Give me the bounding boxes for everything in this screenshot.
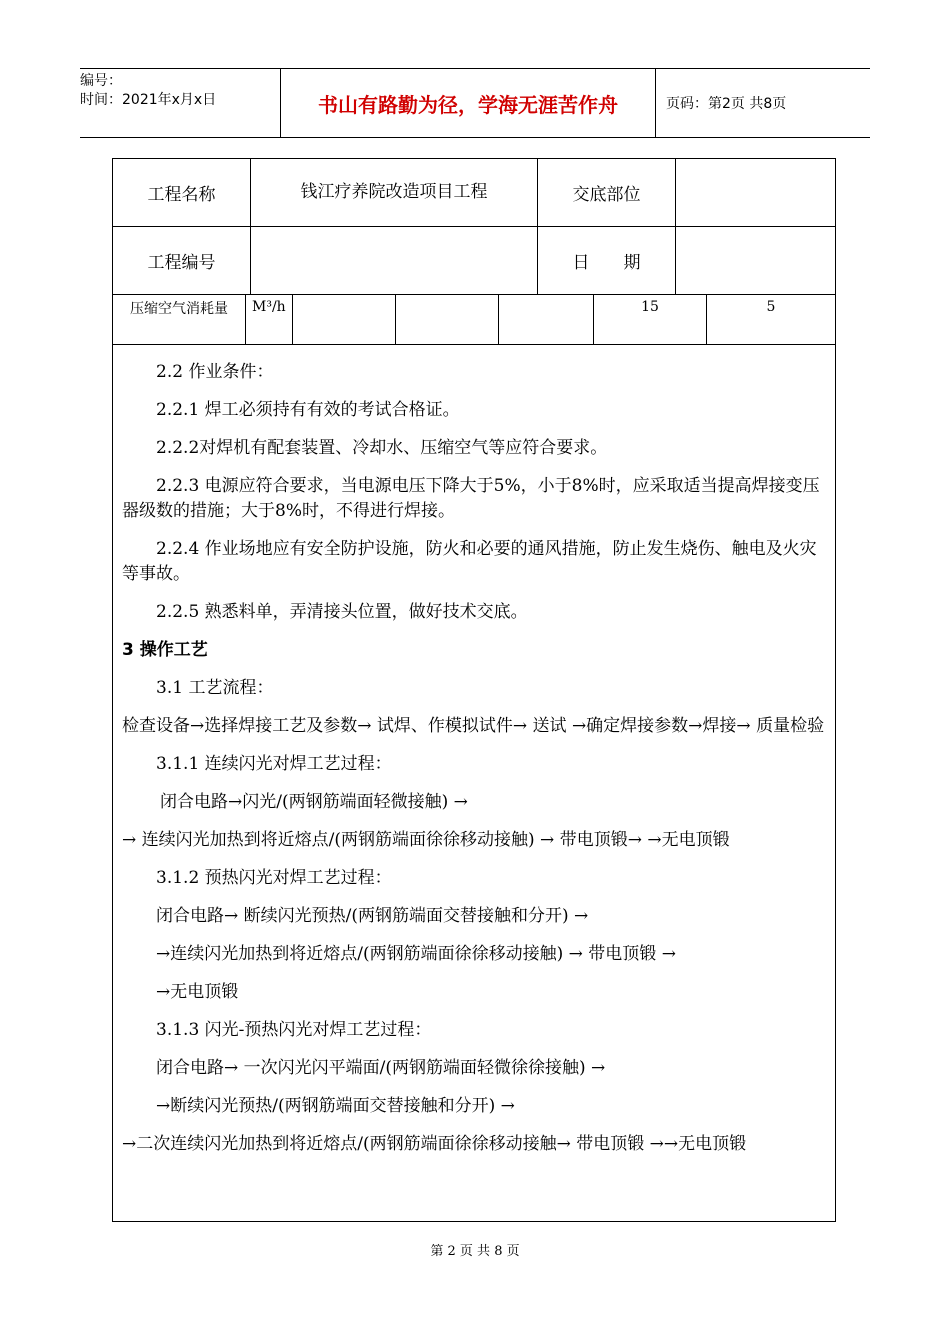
page-footer: 第 2 页 共 8 页 — [430, 1244, 520, 1259]
air-value-5: 5 — [707, 295, 836, 345]
motto: 书山有路勤为径，学海无涯苦作舟 — [280, 69, 656, 137]
para-3-1-2: 3.1.2 预热闪光对焊工艺过程： — [156, 868, 392, 888]
date-label: 日 期 — [538, 227, 676, 295]
air-value-4: 15 — [594, 295, 707, 345]
flow-line-6: 闭合电路→ 一次闪光闪平端面/(两钢筋端面轻微徐徐接触) → — [156, 1058, 606, 1078]
flow-line-1: 闭合电路→闪光/(两钢筋端面轻微接触) → — [160, 792, 468, 812]
para-3-1-1: 3.1.1 连续闪光对焊工艺过程： — [156, 754, 392, 774]
info-table — [112, 158, 836, 295]
air-value-1 — [293, 295, 396, 345]
flow-line-3: 闭合电路→ 断续闪光预热/(两钢筋端面交替接触和分开) → — [156, 906, 589, 926]
flow-line-5: →无电顶锻 — [156, 982, 239, 1002]
location-label: 交底部位 — [538, 159, 676, 227]
air-value-2 — [396, 295, 499, 345]
date-line: 时间：2021年x月x日 — [80, 92, 217, 108]
page-header — [80, 68, 870, 138]
para-3-1: 3.1 工艺流程： — [156, 678, 274, 698]
para-2-2-4: 2.2.4 作业场地应有安全防护设施，防火和必要的通风措施，防止发生烧伤、触电及火灾等事故。 — [122, 539, 817, 584]
date-value — [676, 227, 836, 295]
project-name-value: 钱江疗养院改造项目工程 — [251, 159, 538, 227]
para-2-2: 2.2 作业条件： — [156, 362, 274, 382]
para-3-1-3: 3.1.3 闪光-预热闪光对焊工艺过程： — [156, 1020, 432, 1040]
flow-line-4: →连续闪光加热到将近熔点/(两钢筋端面徐徐移动接触) → 带电顶锻 → — [156, 944, 676, 964]
project-no-label: 工程编号 — [113, 227, 251, 295]
project-no-value — [251, 227, 538, 295]
flow-line-8: →二次连续闪光加热到将近熔点/(两钢筋端面徐徐移动接触→ 带电顶锻 →→无电顶锻 — [122, 1134, 747, 1154]
process-flow: 检查设备→选择焊接工艺及参数→ 试焊、作模拟试件→ 送试 →确定焊接参数→焊接→ 质量检验 — [122, 716, 825, 736]
air-value-3 — [499, 295, 594, 345]
para-2-2-5: 2.2.5 熟悉料单，弄清接头位置，做好技术交底。 — [156, 602, 528, 622]
flow-line-2: → 连续闪光加热到将近熔点/(两钢筋端面徐徐移动接触) → 带电顶锻→ →无电顶锻 — [122, 830, 730, 850]
air-unit: M³/h — [246, 295, 293, 345]
code-label: 编号： — [80, 73, 122, 89]
flow-line-7: →断续闪光预热/(两钢筋端面交替接触和分开) → — [156, 1096, 515, 1116]
section-heading-3: 3 操作工艺 — [122, 640, 208, 660]
para-2-2-1: 2.2.1 焊工必须持有有效的考试合格证。 — [156, 400, 460, 420]
air-name: 压缩空气消耗量 — [113, 295, 246, 345]
project-name-label: 工程名称 — [113, 159, 251, 227]
location-value — [676, 159, 836, 227]
document-body — [122, 360, 827, 1170]
air-consumption-row — [112, 294, 836, 345]
header-meta — [80, 69, 280, 140]
page-info: 页码：第2页 共8页 — [666, 96, 787, 112]
para-2-2-2: 2.2.2对焊机有配套装置、冷却水、压缩空气等应符合要求。 — [156, 438, 608, 458]
para-2-2-3: 2.2.3 电源应符合要求，当电源电压下降大于5%，小于8%时，应采取适当提高焊接变压器级数的措施；大于8%时，不得进行焊接。 — [122, 476, 820, 521]
